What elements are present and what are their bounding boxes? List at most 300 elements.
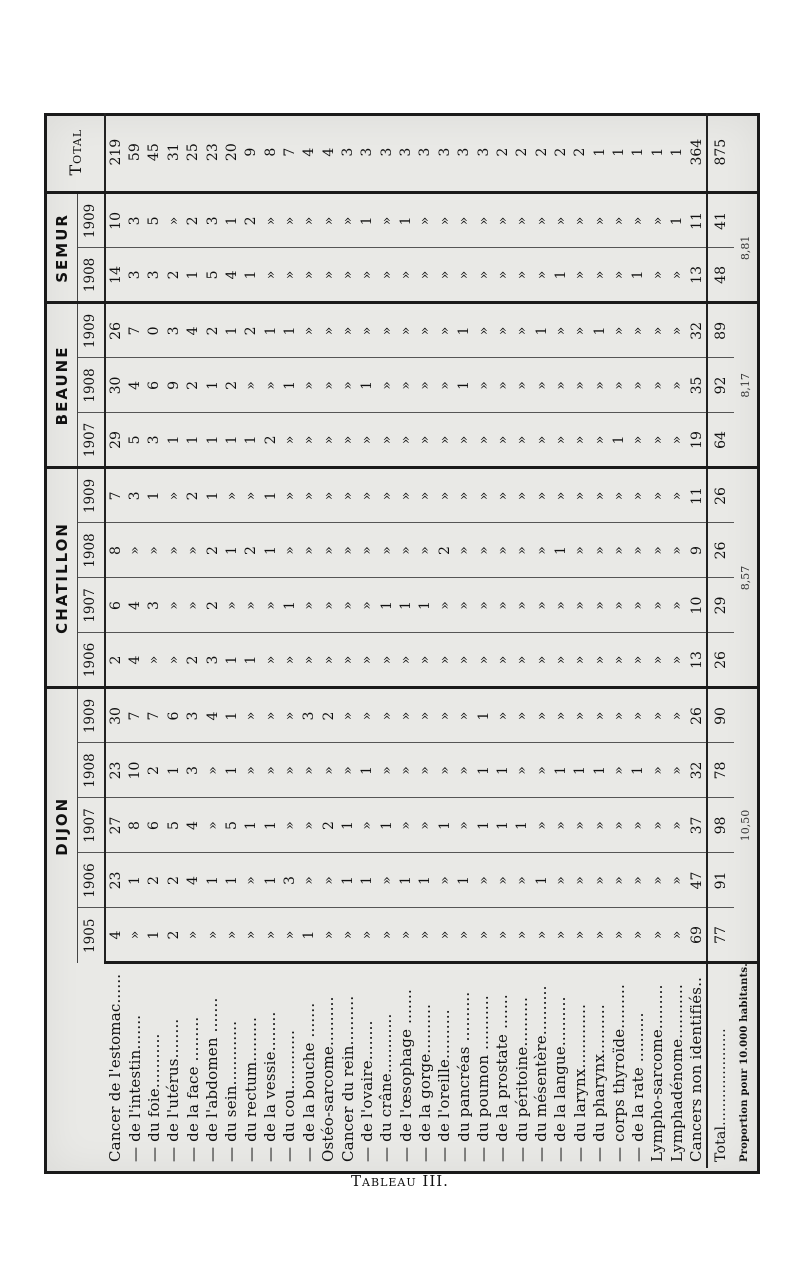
value-cell: » <box>242 468 261 523</box>
value-cell: » <box>629 523 648 578</box>
total-cell: 3 <box>455 113 474 193</box>
value-cell: » <box>669 930 686 940</box>
value-cell: » <box>125 523 144 578</box>
value-cell: » <box>648 688 667 743</box>
value-cell: » <box>243 930 260 940</box>
value-cell: » <box>590 358 609 413</box>
value-cell: » <box>609 193 628 248</box>
value-cell: 3 <box>145 578 164 633</box>
value-cell: 5 <box>203 248 222 303</box>
value-cell: » <box>513 743 532 798</box>
year-header: 1907 <box>78 578 106 633</box>
value-cell: » <box>667 688 686 743</box>
total-cell: 2 <box>551 113 570 193</box>
table-row <box>609 113 628 1168</box>
value-cell: » <box>262 930 279 940</box>
value-cell: » <box>300 743 319 798</box>
value-cell: 2 <box>183 193 202 248</box>
value-cell: » <box>358 413 377 468</box>
value-cell: » <box>590 633 609 688</box>
value-cell: » <box>377 358 396 413</box>
table-row <box>571 113 590 1168</box>
value-cell: » <box>667 798 686 853</box>
value-cell: » <box>338 688 357 743</box>
value-cell: 4 <box>203 688 222 743</box>
value-cell: 1 <box>551 743 570 798</box>
value-cell: 2 <box>319 798 338 853</box>
value-cell: 1 <box>358 193 377 248</box>
value-cell: » <box>630 930 647 940</box>
value-cell: 3 <box>203 193 222 248</box>
value-cell: 0 <box>145 303 164 358</box>
year-header: 1906 <box>78 853 106 908</box>
value-cell: » <box>648 853 667 908</box>
value-cell: » <box>551 798 570 853</box>
value-cell: » <box>552 930 569 940</box>
value-cell: 1 <box>145 468 164 523</box>
value-cell: » <box>203 798 222 853</box>
value-cell: » <box>474 358 493 413</box>
value-cell: 1 <box>242 798 261 853</box>
value-cell: » <box>474 523 493 578</box>
value-cell: » <box>455 743 474 798</box>
value-cell: » <box>456 930 473 940</box>
value-cell: » <box>667 413 686 468</box>
value-cell: » <box>648 193 667 248</box>
value-cell: » <box>145 633 164 688</box>
value-cell: » <box>493 193 512 248</box>
table-row <box>358 113 377 1168</box>
value-cell: » <box>416 633 435 688</box>
value-cell: » <box>319 303 338 358</box>
value-cell: » <box>629 413 648 468</box>
table-row <box>222 113 241 1168</box>
value-cell: 2 <box>319 688 338 743</box>
value-cell: » <box>223 930 240 940</box>
value-cell: » <box>280 633 299 688</box>
value-cell: » <box>513 413 532 468</box>
value-cell: 4 <box>183 798 202 853</box>
value-cell: » <box>551 578 570 633</box>
year-header: 1908 <box>78 358 106 413</box>
value-cell: 6 <box>145 798 164 853</box>
value-cell: » <box>319 413 338 468</box>
year-header: 1909 <box>78 468 106 523</box>
row-label: — du larynx............. <box>571 963 590 1168</box>
value-cell: » <box>435 248 454 303</box>
value-cell: » <box>300 303 319 358</box>
proportion-value: 10,50 <box>738 809 752 842</box>
total-cell: 2 <box>532 113 551 193</box>
value-cell: » <box>551 688 570 743</box>
value-cell: » <box>532 578 551 633</box>
value-cell: » <box>396 743 415 798</box>
row-label: — du poumon ........... <box>474 963 493 1168</box>
value-cell: 1 <box>493 743 512 798</box>
value-cell: » <box>667 633 686 688</box>
value-cell: 2 <box>203 303 222 358</box>
value-cell: 3 <box>183 688 202 743</box>
value-cell: » <box>358 303 377 358</box>
value-cell: » <box>590 688 609 743</box>
value-cell: » <box>261 358 280 413</box>
value-cell: » <box>416 468 435 523</box>
total-cell: 1 <box>590 113 609 193</box>
value-cell: » <box>338 358 357 413</box>
value-cell: » <box>533 930 550 940</box>
value-cell: 13 <box>687 633 707 688</box>
value-cell: » <box>494 930 511 940</box>
value-cell: » <box>416 358 435 413</box>
value-cell: 41 <box>707 193 733 248</box>
value-cell: 14 <box>105 248 125 303</box>
value-cell: » <box>667 358 686 413</box>
value-cell: » <box>222 468 241 523</box>
value-cell: 1 <box>358 743 377 798</box>
value-cell: » <box>609 853 628 908</box>
value-cell: » <box>203 743 222 798</box>
value-cell: » <box>609 633 628 688</box>
table-row <box>532 113 551 1168</box>
value-cell: 1 <box>242 633 261 688</box>
value-cell: » <box>648 413 667 468</box>
value-cell: 23 <box>105 853 125 908</box>
table-row <box>435 113 454 1168</box>
value-cell: » <box>532 413 551 468</box>
value-cell: » <box>532 358 551 413</box>
row-label: Cancer du rein.......... <box>338 963 357 1168</box>
value-cell: » <box>571 688 590 743</box>
value-cell: 1 <box>222 688 241 743</box>
value-cell: » <box>280 193 299 248</box>
value-cell: » <box>416 798 435 853</box>
table-row <box>125 113 144 1168</box>
total-cell: 2 <box>493 113 512 193</box>
row-label: — de la prostate ....... <box>493 963 512 1168</box>
value-cell: » <box>435 303 454 358</box>
value-cell: » <box>280 413 299 468</box>
value-cell: » <box>609 248 628 303</box>
value-cell: 3 <box>203 633 222 688</box>
value-cell: 1 <box>261 523 280 578</box>
value-cell: 69 <box>688 926 705 944</box>
value-cell: » <box>340 930 357 940</box>
value-cell: » <box>493 413 512 468</box>
value-cell: 27 <box>105 798 125 853</box>
value-cell: » <box>164 633 183 688</box>
row-label: — de la rate .......... <box>629 963 648 1168</box>
value-cell: » <box>513 248 532 303</box>
value-cell: » <box>513 578 532 633</box>
total-cell: 7 <box>280 113 299 193</box>
value-cell: 1 <box>358 358 377 413</box>
value-cell: » <box>164 193 183 248</box>
value-cell: 3 <box>125 468 144 523</box>
value-cell: 3 <box>145 413 164 468</box>
value-cell: 1 <box>551 248 570 303</box>
value-cell: 1 <box>532 303 551 358</box>
value-cell: 26 <box>707 468 733 523</box>
value-cell: 13 <box>687 248 707 303</box>
value-cell: » <box>242 358 261 413</box>
value-cell: 78 <box>707 743 733 798</box>
value-cell: » <box>242 578 261 633</box>
value-cell: 5 <box>164 798 183 853</box>
value-cell: » <box>493 523 512 578</box>
value-cell: » <box>416 743 435 798</box>
value-cell: » <box>571 523 590 578</box>
value-cell: » <box>377 303 396 358</box>
value-cell: 4 <box>183 303 202 358</box>
value-cell: » <box>649 930 666 940</box>
value-cell: » <box>590 248 609 303</box>
row-label: — du pancréas .......... <box>455 963 474 1168</box>
city-header-chatillon: CHATILLON <box>47 468 78 688</box>
year-header: 1909 <box>78 303 106 358</box>
value-cell: » <box>455 523 474 578</box>
year-header: 1907 <box>78 798 106 853</box>
year-header: 1908 <box>78 248 106 303</box>
value-cell: » <box>358 688 377 743</box>
value-cell: » <box>377 688 396 743</box>
table-row <box>513 113 532 1168</box>
value-cell: » <box>455 798 474 853</box>
value-cell: 2 <box>145 853 164 908</box>
value-cell: » <box>629 798 648 853</box>
value-cell: 1 <box>338 798 357 853</box>
value-cell: » <box>648 523 667 578</box>
value-cell: » <box>493 688 512 743</box>
row-label: Ostéo-sarcome.......... <box>319 963 338 1168</box>
value-cell: » <box>455 193 474 248</box>
value-cell: » <box>204 930 221 940</box>
value-cell: 1 <box>164 743 183 798</box>
table-body <box>105 113 757 1168</box>
proportion-value: 8,57 <box>734 468 757 688</box>
value-cell: » <box>319 193 338 248</box>
value-cell: » <box>514 930 531 940</box>
value-cell: » <box>435 578 454 633</box>
value-cell: 1 <box>629 248 648 303</box>
value-cell: » <box>609 358 628 413</box>
value-cell: 2 <box>165 930 182 940</box>
value-cell: 1 <box>396 578 415 633</box>
value-cell: 4 <box>125 578 144 633</box>
value-cell: » <box>648 303 667 358</box>
value-cell: » <box>667 523 686 578</box>
value-cell: 30 <box>105 688 125 743</box>
value-cell: » <box>242 688 261 743</box>
table-row <box>319 113 338 1168</box>
total-cell: 1 <box>667 113 686 193</box>
value-cell: 1 <box>609 413 628 468</box>
value-cell: 6 <box>145 358 164 413</box>
total-cell: 23 <box>203 113 222 193</box>
value-cell: » <box>648 358 667 413</box>
value-cell: » <box>396 523 415 578</box>
value-cell: 1 <box>416 578 435 633</box>
value-cell: » <box>551 358 570 413</box>
year-header: 1906 <box>78 633 106 688</box>
row-label: Cancer de l'estomac...... <box>105 963 125 1168</box>
value-cell: » <box>319 633 338 688</box>
city-header-beaune: BEAUNE <box>47 303 78 468</box>
value-cell: 1 <box>203 468 222 523</box>
value-cell: » <box>319 578 338 633</box>
row-label: — du rectum......... <box>242 963 261 1168</box>
value-cell: » <box>396 798 415 853</box>
table-row <box>242 113 261 1168</box>
value-cell: » <box>261 633 280 688</box>
value-cell: » <box>320 930 337 940</box>
value-cell: » <box>609 523 628 578</box>
value-cell: » <box>474 413 493 468</box>
value-cell: » <box>338 193 357 248</box>
value-cell: » <box>377 248 396 303</box>
table-row <box>590 113 609 1168</box>
value-cell: 1 <box>222 743 241 798</box>
value-cell: » <box>185 930 202 940</box>
value-cell: 26 <box>105 303 125 358</box>
value-cell: » <box>609 468 628 523</box>
value-cell: » <box>609 688 628 743</box>
table-row <box>493 113 512 1168</box>
value-cell: 32 <box>687 743 707 798</box>
value-cell: » <box>590 468 609 523</box>
row-label: — de l'utérus........ <box>164 963 183 1168</box>
value-cell: » <box>338 248 357 303</box>
value-cell: » <box>609 303 628 358</box>
value-cell: 1 <box>474 688 493 743</box>
total-cell: 2 <box>513 113 532 193</box>
value-cell: » <box>183 523 202 578</box>
table-row <box>105 113 125 1168</box>
value-cell: » <box>551 853 570 908</box>
value-cell: » <box>435 633 454 688</box>
value-cell: » <box>667 578 686 633</box>
total-cell: 3 <box>338 113 357 193</box>
value-cell: 3 <box>125 193 144 248</box>
value-cell: 2 <box>145 743 164 798</box>
city-header-semur: SEMUR <box>47 193 78 303</box>
value-cell: » <box>475 930 492 940</box>
value-cell: » <box>300 523 319 578</box>
value-cell: » <box>493 468 512 523</box>
table-row <box>183 113 202 1168</box>
value-cell: » <box>396 303 415 358</box>
row-label: — du cou............ <box>280 963 299 1168</box>
total-cell: 31 <box>164 113 183 193</box>
value-cell: » <box>629 633 648 688</box>
value-cell: 5 <box>125 413 144 468</box>
table-row <box>667 113 686 1168</box>
total-cell: 3 <box>358 113 377 193</box>
value-cell: » <box>551 633 570 688</box>
value-cell: 1 <box>455 853 474 908</box>
value-cell: 1 <box>261 468 280 523</box>
value-cell: 30 <box>105 358 125 413</box>
value-cell: » <box>280 798 299 853</box>
city-header-dijon: DIJON <box>47 688 78 963</box>
value-cell: » <box>145 523 164 578</box>
value-cell: 1 <box>455 358 474 413</box>
value-cell: » <box>572 930 589 940</box>
value-cell: 1 <box>571 743 590 798</box>
table-row <box>687 113 707 1168</box>
value-cell: 1 <box>125 853 144 908</box>
value-cell: » <box>358 523 377 578</box>
row-label: — du foie........... <box>145 963 164 1168</box>
value-cell: 47 <box>687 853 707 908</box>
value-cell: » <box>183 578 202 633</box>
value-cell: 3 <box>164 303 183 358</box>
value-cell: » <box>378 930 395 940</box>
value-cell: » <box>590 193 609 248</box>
value-cell: » <box>629 468 648 523</box>
value-cell: » <box>493 853 512 908</box>
value-cell: » <box>590 578 609 633</box>
table-row <box>280 113 299 1168</box>
value-cell: » <box>474 193 493 248</box>
value-cell: » <box>474 578 493 633</box>
value-cell: 2 <box>183 358 202 413</box>
value-cell: » <box>338 633 357 688</box>
proportion-value: 8,17 <box>734 303 757 468</box>
value-cell: 1 <box>164 413 183 468</box>
value-cell: 98 <box>707 798 733 853</box>
value-cell: » <box>629 578 648 633</box>
row-label: — de l'abdomen ....... <box>203 963 222 1168</box>
value-cell: 90 <box>707 688 733 743</box>
value-cell: » <box>359 930 376 940</box>
value-cell: » <box>513 633 532 688</box>
value-cell: 1 <box>377 578 396 633</box>
value-cell: » <box>300 853 319 908</box>
value-cell: » <box>532 248 551 303</box>
value-cell: 1 <box>222 633 241 688</box>
value-cell: » <box>435 688 454 743</box>
value-cell: » <box>416 523 435 578</box>
value-cell: » <box>648 743 667 798</box>
value-cell: » <box>377 853 396 908</box>
value-cell: » <box>513 688 532 743</box>
value-cell: » <box>338 303 357 358</box>
table-row <box>396 113 415 1168</box>
value-cell: » <box>398 930 415 940</box>
proportion-total-blank <box>734 113 757 193</box>
value-cell: 1 <box>455 303 474 358</box>
value-cell: 64 <box>707 413 733 468</box>
row-label: — de l'oreille.......... <box>435 963 454 1168</box>
value-cell: 1 <box>222 413 241 468</box>
total-header: Total <box>47 113 105 193</box>
value-cell: » <box>648 468 667 523</box>
value-cell: 1 <box>338 853 357 908</box>
value-cell: 10 <box>125 743 144 798</box>
value-cell: » <box>571 413 590 468</box>
total-cell: 1 <box>629 113 648 193</box>
value-cell: 4 <box>125 633 144 688</box>
table-row <box>164 113 183 1168</box>
value-cell: 1 <box>203 358 222 413</box>
value-cell: » <box>300 578 319 633</box>
total-cell: 3 <box>396 113 415 193</box>
label-header <box>47 963 105 1168</box>
row-label: — de l'intestin....... <box>125 963 144 1168</box>
value-cell: » <box>164 523 183 578</box>
value-cell: » <box>590 523 609 578</box>
value-cell: 26 <box>687 688 707 743</box>
